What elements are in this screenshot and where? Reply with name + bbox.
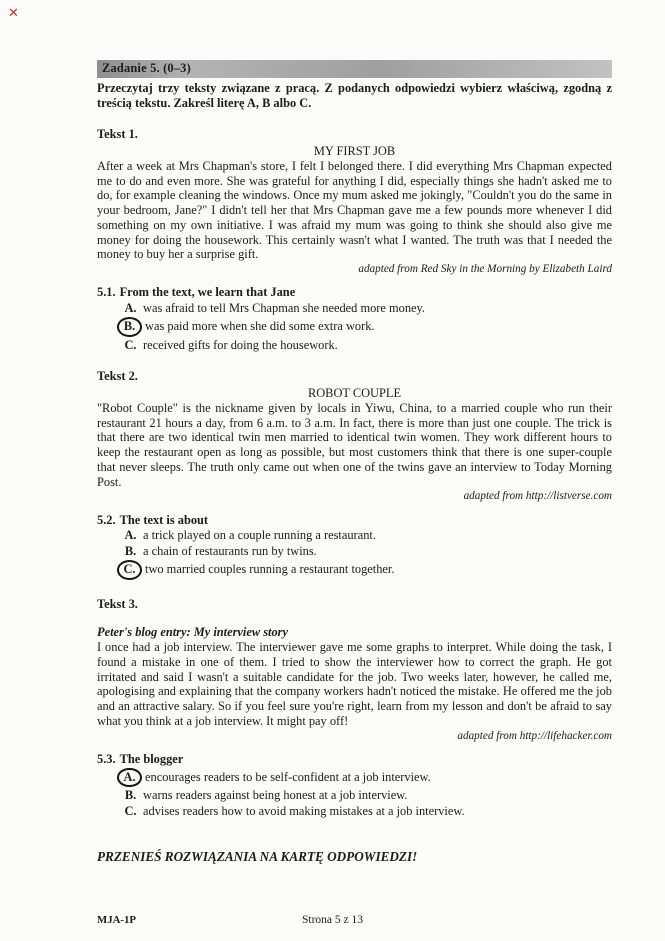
text-title: Peter's blog entry: My interview story xyxy=(97,625,288,640)
question-stem xyxy=(97,513,612,528)
option-letter: B. xyxy=(117,317,142,337)
transfer-note: PRZENIEŚ ROZWIĄZANIA NA KARTĘ ODPOWIEDZI! xyxy=(97,848,418,864)
task-instructions: Przeczytaj trzy teksty związane z pracą. Z podanych odpowiedzi wybierz właściwą, zgodną z treścią tekstu. Zakreśl literę A, B albo C. xyxy=(97,80,612,110)
text-title: ROBOT COUPLE xyxy=(307,386,402,401)
answer-option xyxy=(123,528,612,543)
option-letter: C. xyxy=(124,804,137,819)
option-text: a trick played on a couple running a restaurant. xyxy=(143,528,376,543)
question-number: 5.2. xyxy=(97,512,116,527)
option-text: was paid more when she did some extra work. xyxy=(145,318,375,333)
question-stem-text: The blogger xyxy=(119,751,184,766)
answer-option xyxy=(123,788,612,803)
question-number: 5.1. xyxy=(97,285,116,300)
answer-option xyxy=(123,338,612,353)
answer-option xyxy=(123,768,612,788)
text-section-1 xyxy=(97,127,612,352)
option-text: warns readers against being honest at a job interview. xyxy=(143,788,408,803)
question-stem xyxy=(97,285,612,300)
exam-page xyxy=(97,60,612,865)
option-text: was afraid to tell Mrs Chapman she needed more money. xyxy=(143,301,426,316)
option-letter: B. xyxy=(124,544,137,559)
question-stem xyxy=(97,752,612,767)
footer-page-number: Strona 5 z 13 xyxy=(301,914,363,926)
option-letter: C. xyxy=(124,337,137,352)
question-5-2 xyxy=(97,513,612,580)
text-label: Tekst 2. xyxy=(97,369,138,384)
text-section-2 xyxy=(97,369,612,579)
text-label: Tekst 1. xyxy=(97,127,138,142)
passage: I once had a job interview. The interviewer gave me some graphs to interpret. While doing the task, I found a mistake in one of them. I tried to show the interviewer how to correct the graph. He got irritated and said I wasn't a suitable candidate for the job. Two weeks later, however, he called me, apologising and explaining that the company workers hadn't noticed the mistake. He offered me the job and an attractive salary. So if you feel sure you're right, learn from my lesson and don't be afraid to say what you think at a job interview. It might pay off! xyxy=(97,640,612,728)
answer-option xyxy=(123,317,612,337)
option-text: received gifts for doing the housework. xyxy=(143,337,338,352)
answer-option xyxy=(123,804,612,819)
option-letter: A. xyxy=(124,301,137,316)
option-letter: A. xyxy=(124,528,137,543)
answer-option xyxy=(123,560,612,580)
passage: "Robot Couple" is the nickname given by locals in Yiwu, China, to a married couple who run their restaurant 21 hours a day, from 6 a.m. to 3 a.m. In fact, there is more than just one couple. The trick is that there are two identical twin men married to identical twin women. They work different hours to keep the restaurant open as long as possible, but most customers think that there is one super-couple that never sleeps. The truth only came out when one of the twins gave an interview to Today Morning Post. xyxy=(97,400,612,489)
answer-option xyxy=(123,544,612,559)
source-attribution: adapted from http://lifehacker.com xyxy=(457,729,612,742)
answer-option xyxy=(123,301,612,316)
option-text: advises readers how to avoid making mistakes at a job interview. xyxy=(143,804,465,819)
passage: After a week at Mrs Chapman's store, I felt I belonged there. I did everything Mrs Chapman expected me to do and even more. She was grateful for anything I did, especially things she hadn't asked me to do, for example cleaning the windows. Once my mum asked me jokingly, "Couldn't you do the same in your bedroom, Jane?" I didn't tell her that Mrs Chapman gave me a few pounds more whenever I did something on my own initiative. I was afraid my mum was going to think she should also give me money for doing the housework. This certainly wasn't what I wanted. The truth was that I needed the money to buy her a surprise gift. xyxy=(97,158,612,262)
close-icon[interactable]: ✕ xyxy=(8,6,19,21)
question-stem-text: From the text, we learn that Jane xyxy=(119,285,296,300)
option-text: two married couples running a restaurant together. xyxy=(145,561,395,576)
source-attribution: adapted from Red Sky in the Morning by Elizabeth Laird xyxy=(358,263,612,275)
text-section-3 xyxy=(97,597,612,819)
text-title: MY FIRST JOB xyxy=(313,144,396,158)
option-letter: A. xyxy=(117,768,142,788)
option-text: encourages readers to be self-confident at a job interview. xyxy=(145,769,431,784)
option-letter: C. xyxy=(117,560,142,580)
task-header-bar: Zadanie 5. (0–3) xyxy=(97,60,612,78)
question-number: 5.3. xyxy=(97,751,116,766)
text-label: Tekst 3. xyxy=(97,596,138,611)
source-attribution: adapted from http://listverse.com xyxy=(463,490,612,503)
question-5-1 xyxy=(97,285,612,352)
question-stem-text: The text is about xyxy=(119,512,209,527)
question-5-3 xyxy=(97,752,612,819)
footer-code: MJA-1P xyxy=(97,914,136,926)
option-letter: B. xyxy=(124,788,137,803)
option-text: a chain of restaurants run by twins. xyxy=(143,544,317,559)
